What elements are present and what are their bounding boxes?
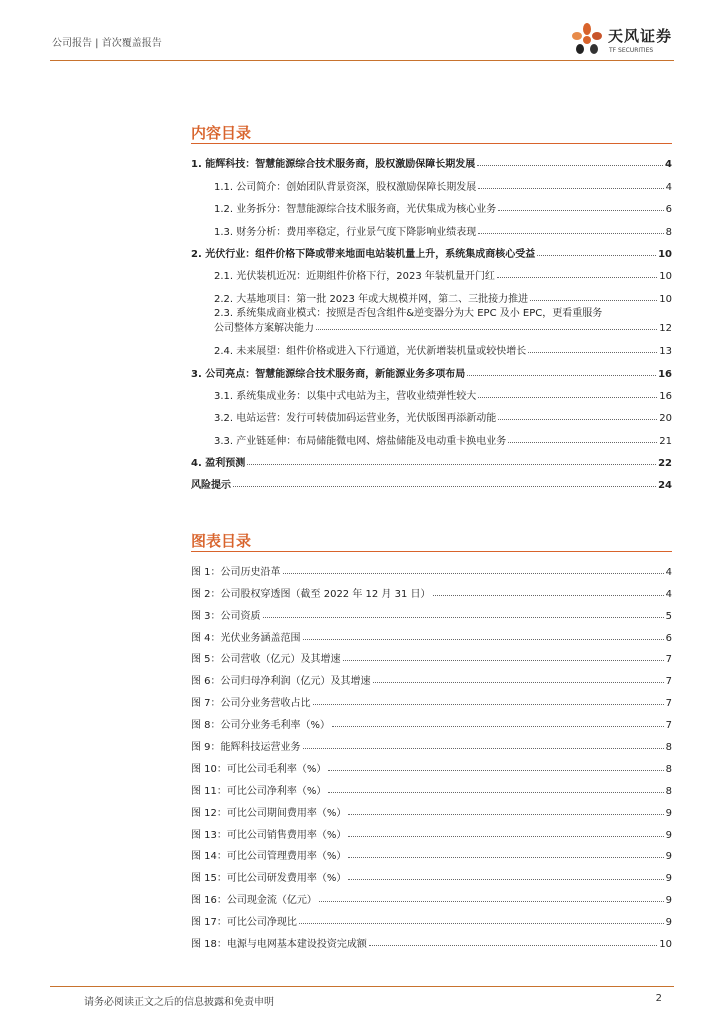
report-type-label: 公司报告 | 首次覆盖报告	[52, 38, 162, 49]
toc-entry[interactable]: 4. 盈利预测 22	[191, 458, 672, 470]
figure-entry[interactable]: 图 14：可比公司管理费用率（%） 9	[191, 851, 672, 863]
figure-entry[interactable]: 图 18：电源与电网基本建设投资完成额 10	[191, 939, 672, 951]
toc-entry-multiline[interactable]: 2.3. 系统集成商业模式：按照是否包含组件&逆变器分为大 EPC 及小 EPC，更看重服务 公司整体方案解决能力 12	[214, 307, 672, 334]
toc-entry[interactable]: 3.2. 电站运营：发行可转债加码运营业务，光伏版图再添新动能 20	[214, 413, 672, 425]
toc-entry[interactable]: 3.3. 产业链延伸：布局储能微电网、熔盐储能及电动重卡换电业务 21	[214, 435, 672, 447]
toc-entry[interactable]: 3.1. 系统集成业务：以集中式电站为主，营收业绩弹性较大 16	[214, 390, 672, 402]
figure-entry[interactable]: 图 7：公司分业务营收占比 7	[191, 698, 672, 710]
toc-entry[interactable]: 2.2. 大基地项目：第一批 2023 年或大规模并网，第二、三批接力推进 10	[214, 293, 672, 305]
page-number: 2	[655, 993, 662, 1004]
figure-entry[interactable]: 图 8：公司分业务毛利率（%） 7	[191, 720, 672, 732]
figure-entry[interactable]: 图 5：公司营收（亿元）及其增速 7	[191, 654, 672, 666]
disclaimer-text: 请务必阅读正文之后的信息披露和免责申明	[84, 997, 274, 1008]
figure-entry[interactable]: 图 13：可比公司销售费用率（%） 9	[191, 829, 672, 841]
toc-title-rule	[191, 143, 672, 144]
toc-entry[interactable]: 2. 光伏行业：组件价格下降或带来地面电站装机量上升，系统集成商核心受益 10	[191, 248, 672, 260]
figure-entry[interactable]: 图 1：公司历史沿革 4	[191, 566, 672, 578]
figures-title: 图表目录	[191, 532, 252, 550]
figure-list	[191, 556, 672, 950]
footer-divider	[50, 986, 674, 987]
toc-entry[interactable]: 风险提示 24	[191, 480, 672, 492]
figures-title-rule	[191, 551, 672, 552]
figure-entry[interactable]: 图 9：能辉科技运营业务 8	[191, 742, 672, 754]
toc-entry[interactable]: 1.1. 公司简介：创始团队背景资深，股权激励保障长期发展 4	[214, 181, 672, 193]
figure-entry[interactable]: 图 3：公司资质 5	[191, 610, 672, 622]
figure-entry[interactable]: 图 15：可比公司研发费用率（%） 9	[191, 873, 672, 885]
figure-entry[interactable]: 图 2：公司股权穿透图（截至 2022 年 12 月 31 日） 4	[191, 588, 672, 600]
brand-subtitle: TF SECURITIES	[609, 47, 654, 54]
toc-list	[191, 148, 672, 491]
brand-logo	[570, 22, 678, 60]
figure-entry[interactable]: 图 4：光伏业务涵盖范围 6	[191, 632, 672, 644]
figure-entry[interactable]: 图 17：可比公司净现比 9	[191, 917, 672, 929]
brand-name: 天风证券	[608, 27, 673, 45]
toc-entry[interactable]: 1.3. 财务分析：费用率稳定，行业景气度下降影响业绩表现 8	[214, 226, 672, 238]
figure-entry[interactable]: 图 11：可比公司净利率（%） 8	[191, 785, 672, 797]
figure-entry[interactable]: 图 16：公司现金流（亿元） 9	[191, 895, 672, 907]
header-divider	[50, 60, 674, 61]
toc-entry[interactable]: 2.4. 未来展望：组件价格或进入下行通道，光伏新增装机量或较快增长 13	[214, 346, 672, 358]
figure-entry[interactable]: 图 10：可比公司毛利率（%） 8	[191, 763, 672, 775]
toc-entry[interactable]: 1. 能辉科技：智慧能源综合技术服务商，股权激励保障长期发展 4	[191, 159, 672, 171]
toc-title: 内容目录	[191, 124, 252, 142]
figure-entry[interactable]: 图 12：可比公司期间费用率（%） 9	[191, 807, 672, 819]
toc-entry[interactable]: 1.2. 业务拆分：智慧能源综合技术服务商，光伏集成为核心业务 6	[214, 204, 672, 216]
toc-entry[interactable]: 3. 公司亮点：智慧能源综合技术服务商，新能源业务多项布局 16	[191, 368, 672, 380]
figure-entry[interactable]: 图 6：公司归母净利润（亿元）及其增速 7	[191, 676, 672, 688]
flower-logo-icon	[570, 22, 604, 58]
toc-entry[interactable]: 2.1. 光伏装机近况：近期组件价格下行，2023 年装机量开门红 10	[214, 271, 672, 283]
